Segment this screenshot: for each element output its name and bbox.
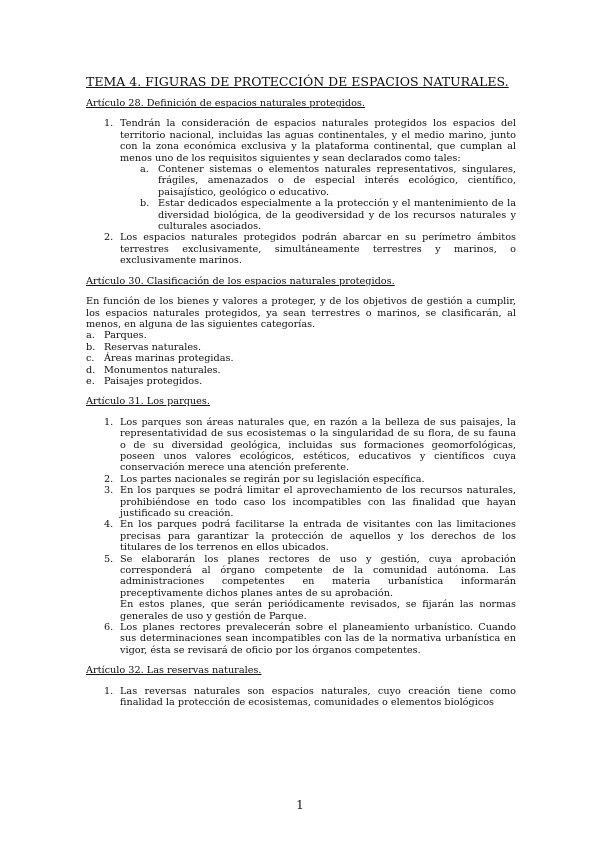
list-item xyxy=(86,342,516,353)
item-text: En los parques podrá facilitarse la entrada de visitantes con las limitaciones precisas para garantizar la protección de aquellos y los derechos de los titulares de los terrenos en ellos ubicados. xyxy=(120,519,516,554)
item-letter: b. xyxy=(86,341,96,353)
item-text: Reservas naturales. xyxy=(104,341,202,353)
item-text: Las reversas naturales son espacios naturales, cuyo creación tiene como finalidad la protección de ecosistemas, comunidades o elementos biológicos xyxy=(120,685,516,709)
item-letter: c. xyxy=(86,353,95,365)
item-text: Parques. xyxy=(104,330,147,342)
item-number: 6. xyxy=(104,622,114,634)
item-letter: a. xyxy=(140,164,149,176)
list-item xyxy=(86,330,516,341)
item-text: En los parques se podrá limitar el aprovechamiento de los recursos naturales, prohibiéndose en todo caso los incompatibles con las finalidad que hayan justificado su creación. xyxy=(120,485,516,519)
list-item xyxy=(86,164,516,198)
item-text: Áreas marinas protegidas. xyxy=(104,353,234,365)
list-item xyxy=(86,485,516,519)
list-item xyxy=(86,376,516,387)
list-item xyxy=(86,198,516,232)
list-item xyxy=(86,232,516,266)
item-text: Los planes rectores prevalecerán sobre el planeamiento urbanístico. Cuando sus determinaciones sean incompatibles con las de la normativa urbanística en vigor, ésta se revisará de oficio por los órganos competentes. xyxy=(120,622,516,656)
item-letter: a. xyxy=(86,330,95,342)
list-item xyxy=(86,353,516,364)
article-28-heading: Artículo 28. Definición de espacios naturales protegidos. xyxy=(86,98,365,109)
list-item xyxy=(86,686,516,709)
item-number: 3. xyxy=(104,485,114,497)
article-32-heading: Artículo 32. Las reservas naturales. xyxy=(86,665,262,677)
item-text: Los partes nacionales se regirán por su legislación específica. xyxy=(120,473,425,485)
item-text: Contener sistemas o elementos naturales representativos, singulares, frágiles, amenazados o de especial interés ecológico, científico, paisajístico, geológico o educativo. xyxy=(158,164,516,198)
item-extra-text: En estos planes, que serán periódicamente revisados, se fijarán las normas generales de uso y gestión de Parque. xyxy=(120,599,516,622)
item-number: 1. xyxy=(104,416,114,428)
list-item xyxy=(86,519,516,553)
item-text: Monumentos naturales. xyxy=(104,364,221,376)
item-letter: d. xyxy=(86,364,96,376)
item-text: Los parques son áreas naturales que, en razón a la belleza de sus paisajes, la representatividad de sus ecosistemas o la singularidad de su flora, de su fauna o de su diversidad geológica, incluidas sus formaciones geomorfológicas, poseen unos valores ecológicos, estéticos, educativos y científicos cuya conservación merece una atención preferente. xyxy=(120,416,516,474)
article-30-intro: En función de los bienes y valores a proteger, y de los objetivos de gestión a cumplir, los espacios naturales protegidos, ya sean terrestres o marinos, se clasificarán, al menos, en alguna de las siguientes categorías. xyxy=(86,296,516,330)
item-text: Estar dedicados especialmente a la protección y el mantenimiento de la diversidad biológica, de la geodiversidad y de los recursos naturales y culturales asociados. xyxy=(158,198,516,233)
document-title: TEMA 4. FIGURAS DE PROTECCIÓN DE ESPACIOS NATURALES. xyxy=(86,74,509,89)
article-28-sublist xyxy=(86,164,516,232)
list-item xyxy=(86,554,516,622)
article-31-heading: Artículo 31. Los parques. xyxy=(86,396,210,408)
item-number: 1. xyxy=(104,118,114,130)
list-item xyxy=(86,622,516,656)
item-letter: e. xyxy=(86,375,95,387)
article-30-heading: Artículo 30. Clasificación de los espacios naturales protegidos. xyxy=(86,275,395,287)
list-item xyxy=(86,417,516,474)
list-item xyxy=(86,365,516,376)
item-number: 4. xyxy=(104,519,114,531)
document-body xyxy=(86,74,516,709)
item-text: Paisajes protegidos. xyxy=(104,375,203,387)
article-30-categories xyxy=(86,330,516,387)
item-number: 2. xyxy=(104,232,114,244)
article-31-list xyxy=(86,417,516,657)
item-text: Se elaborarán los planes rectores de uso y gestión, cuya aprobación corresponderá al órgano competente de la comunidad autónoma. Las administraciones competentes en materia urbanística informarán preceptivamente dichos planes antes de su aprobación. xyxy=(120,553,516,599)
article-32-list xyxy=(86,686,516,709)
item-letter: b. xyxy=(140,198,150,210)
item-text: Tendrán la consideración de espacios naturales protegidos los espacios del territorio nacional, incluidas las aguas continentales, y el medio marino, junto con la zona económica exclusiva y la plataforma continental, que cumplan al menos uno de los requisitos siguientes y sean declarados como tales: xyxy=(120,118,516,164)
page-number: 1 xyxy=(296,798,304,812)
item-number: 5. xyxy=(104,553,114,565)
item-number: 1. xyxy=(104,685,114,697)
article-28-list xyxy=(86,118,516,266)
item-text: Los espacios naturales protegidos podrán abarcar en su perímetro ámbitos terrestres exclusivamente, simultáneamente terrestres y marinos, o exclusivamente marinos. xyxy=(120,232,516,267)
list-item xyxy=(86,474,516,485)
list-item xyxy=(86,118,516,232)
item-number: 2. xyxy=(104,473,114,485)
